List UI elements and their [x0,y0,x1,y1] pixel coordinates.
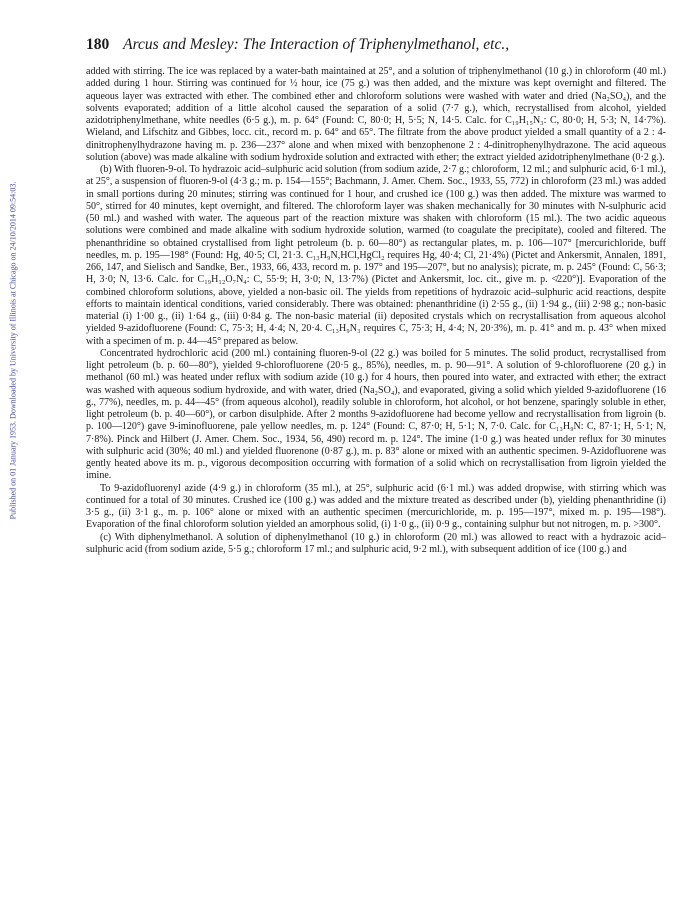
running-title: Arcus and Mesley: The Interaction of Triphenylmethanol, etc., [123,36,510,53]
paragraph: added with stirring. The ice was replaced by a water-bath maintained at 25°, and a solution of triphenylmethanol (10 g.) in chloroform (40 ml.) added during 1 hour. Stirring was continued for ½ hour, ice (75 g.) was then added, and the mixture was kept overnight and filtered. The aqueous layer was extracted with ether. The combined ether and chloroform solutions were washed with water and dried (Na₂SO₄), and the solvents evaporated; addition of a little alcohol caused the separation of a solid (7·7 g.), which, recrystallised from alcohol, yielded azidotriphenylmethane, white needles (6·5 g.), m. p. 64° (Found: C, 80·0; H, 5·5; N, 14·5. Calc. for C₁₉H₁₅N₃: C, 80·0; H, 5·3; N, 14·7%). Wieland, and Lifschitz and Gibbes, locc. cit., record m. p. 64° and 65°. The filtrate from the above product yielded a small quantity of a 2 : 4-dinitrophenylhydrazone having m. p. 236—237° alone and when mixed with benzophenone 2 : 4-dinitrophenylhydrazone. The acid aqueous solution (above) was made alkaline with sodium hydroxide solution and extracted with ether; the extract yielded azidotriphenylmethane (0·2 g.). [86,66,666,163]
side-note-text: Published on 01 January 1953. Downloaded by University of Illinois at Chicago on 24/10/2014 09:54:03. [8,181,18,519]
paragraph: To 9-azidofluorenyl azide (4·9 g.) in chloroform (35 ml.), at 25°, sulphuric acid (6·1 ml.) was added dropwise, with stirring which was continued for a total of 30 minutes. Crushed ice (100 g.) was added and the mixture treated as described under (b), yielding phenanthridine (i) 3·5 g., (ii) 3·1 g., m. p. 106° alone or mixed with an authentic specimen (mercurichloride, m. p. 195—197°, mixed m. p. 195—198°). Evaporation of the final chloroform solution yielded an amorphous solid, (i) 1·0 g., (ii) 0·9 g., containing sulphur but not nitrogen, m. p. >300°. [86,482,666,531]
paragraph: (c) With diphenylmethanol. A solution of diphenylmethanol (10 g.) in chloroform (20 ml.) was allowed to react with a hydrazoic acid–sulphuric acid (from sodium azide, 5·5 g.; chloroform 17 ml.; and sulphuric acid, 9·2 ml.), with subsequent addition of ice (100 g.) and [86,531,666,555]
article-body [86,66,666,556]
page-header [86,36,666,54]
page-number: 180 [86,36,110,53]
paragraph: (b) With fluoren-9-ol. To hydrazoic acid–sulphuric acid solution (from sodium azide, 2·7 g.; chloroform, 12 ml.; and sulphuric acid, 6·1 ml.), at 25°, a suspension of fluoren-9-ol (4·3 g.; m. p. 154—155°; Bachmann, J. Amer. Chem. Soc., 1933, 55, 772) in chloroform (23 ml.) was added in small portions during 20 minutes; stirring was continued for 1 hour, and crushed ice (100 g.) was then added. The mixture was warmed to 50°, stirred for 40 minutes, kept overnight, and filtered. The chloroform layer was shaken mechanically for 30 minutes with N-sulphuric acid (50 ml.) and washed with water. The aqueous part of the reaction mixture was shaken with chloroform (15 ml.). The two acidic aqueous solutions were combined and made alkaline with sodium hydroxide solution, warmed (to coagulate the precipitate), cooled and filtered. The phenanthridine so obtained crystallised from light petroleum (b. p. 60—80°) as rectangular plates, m. p. 106—107° [mercurichloride, buff needles, m. p. 195—198° (Found: Hg, 40·5; Cl, 21·3. C₁₃H₉N,HCl,HgCl₂ requires Hg, 40·4; Cl, 21·4%) (Pictet and Ankersmit, Annalen, 1891, 266, 147, and Sielisch and Sandke, Ber., 1933, 66, 433, record m. p. 197° and 195—207°, but no analysis); picrate, m. p. 245° (Found: C, 56·3; H, 3·0; N, 13·6. Calc. for C₁₉H₁₂O₇N₄: C, 55·9; H, 3·0; N, 13·7%) (Pictet and Ankersmit, loc. cit., give m. p. ≮220°)]. Evaporation of the combined chloroform solutions, above, yielded a non-basic oil. The yields from repetitions of hydrazoic acid–sulphuric acid reactions, despite efforts to maintain identical conditions, varied considerably. There was obtained: phenanthridine (i) 2·55 g., (ii) 1·94 g., (iii) 2·98 g.; non-basic material (i) 1·00 g., (ii) 1·64 g., (iii) 0·84 g. The non-basic material (ii) deposited crystals which on recrystallisation from aqueous alcohol yielded 9-azidofluorene (Found: C, 75·3; H, 4·4; N, 20·4. C₁₃H₉N₃ requires C, 75·3; H, 4·4; N, 20·3%), m. p. 41° and m. p. 43° when mixed with a specimen of m. p. 44—45° prepared as below. [86,164,666,347]
paragraph: Concentrated hydrochloric acid (200 ml.) containing fluoren-9-ol (22 g.) was boiled for 5 minutes. The solid product, recrystallised from light petroleum (b. p. 60—80°), yielded 9-chlorofluorene (20·5 g., 85%), needles, m. p. 90—91°. A solution of 9-chlorofluorene (20 g.) in methanol (60 ml.) was heated under reflux with sodium azide (10 g.) for 4 hours, then poured into water, and extracted with ether; the extract was washed with aqueous sodium hydroxide, and with water, dried (Na₂SO₄), and evaporated, giving a solid which yielded 9-azidofluorene (16 g., 77%), needles, m. p. 44—45° (from aqueous alcohol), readily soluble in chloroform, hot alcohol, or hot benzene, sparingly soluble in ether, light petroleum (b. p. 40—60°), or carbon disulphide. After 2 months 9-azidofluorene had become yellow and recrystallisation from ligroin (b. p. 100—120°) gave 9-iminofluorene, pale yellow needles, m. p. 124° (Found: C, 87·0; H, 5·1; N, 7·0. Calc. for C₁₃H₉N: C, 87·1; H, 5·1; N, 7·8%). Pinck and Hilbert (J. Amer. Chem. Soc., 1934, 56, 490) record m. p. 124°. The imine (1·0 g.) was heated under reflux for 30 minutes with sulphuric acid (30%; 40 ml.) and yielded fluorenone (0·87 g.), m. p. 83° alone or mixed with an authentic specimen. 9-Azidofluorene was gently heated above its m. p., vigorous decomposition occurring with formation of a solid which on recrystallisation from ligroin yielded the imine. [86,347,666,482]
publication-side-note [0,70,26,630]
